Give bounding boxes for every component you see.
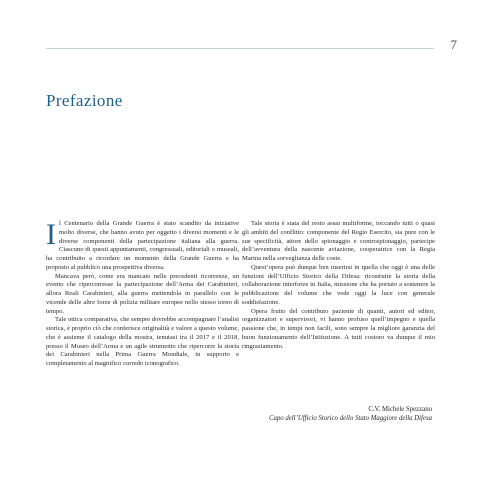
left-paragraph-3: Tale ottica comparativa, che sempre dovrebbe accompagnare l’analisi storica, è proprio ciò che conferisce originalità e valore a questo volume, che è assieme il catalogo della mostra, tenutasi tra il 2017 e il 2018, presso il Museo dell’Arma e un agile strumento che ripercorre la storia dei Carabinieri nella Prima Guerra Mondiale, in supporto e completamento al magnifico corredo iconografico.	[46, 316, 239, 367]
signature-role: Capo dell’Ufficio Storico dello Stato Maggiore della Difesa	[268, 415, 432, 422]
right-paragraph-2: Quest’opera può dunque ben inserirsi in quella che oggi è una delle funzioni dell’Ufficio Storico della Difesa: ricostruire la storia della collaborazione interforze in Italia, missione che ha portato a sostenere la pubblicazione del volume che vede oggi la luce con generale soddisfazione.	[242, 263, 435, 306]
right-column	[242, 220, 435, 351]
left-paragraph-1-text: l Centenario della Grande Guerra è stato scandito da iniziative molto diverse, che hanno avuto per oggetto i diversi momenti e le diverse componenti della partecipazione italiana alla guerra. Ciascuno di questi appuntamenti, congressuali, editoriali o museali, ha contribuito a ricordare un momento della Grande Guerra e ha proposto al pubblico una prospettiva diversa.	[46, 220, 239, 271]
signature-block	[269, 405, 432, 423]
page-number: 7	[450, 37, 457, 52]
left-column	[46, 220, 239, 369]
left-paragraph-1	[46, 220, 239, 273]
left-paragraph-2: Mancava però, come era mancato nelle precedenti ricorrenze, un evento che ripercorresse la partecipazione dell’Arma dei Carabinieri, allora Reali Carabinieri, alla guerra mettendola in parallelo con le vicende delle altre forze di polizia militare europee nello stesso torno di tempo.	[46, 272, 239, 315]
page-title: Prefazione	[46, 91, 123, 110]
dropcap: I	[46, 218, 56, 251]
right-paragraph-1: Tale storia è stata del resto assai multiforme, toccando tutti o quasi gli ambiti del conflitto: componente del Regio Esercito, sia pure con le sue specificità, attore dello spionaggio e controspionaggio, partecipe dell’avventura della nascente aviazione, cooperatrice con la Regia Marina nella sorveglianza delle coste.	[242, 220, 435, 262]
header-rule	[46, 48, 434, 49]
signature-name: C.V. Michele Spezzano	[368, 406, 432, 413]
right-paragraph-3: Opera frutto del contributo paziente di quanti, autori ed editor, organizzatori e supervisori, vi hanno profuso quell’impegno e quella passione che, in tempi non facili, sono sempre la migliore garanzia del buon funzionamento dell’Istituzione. A tutti costoro va dunque il mio ringraziamento.	[242, 307, 435, 350]
